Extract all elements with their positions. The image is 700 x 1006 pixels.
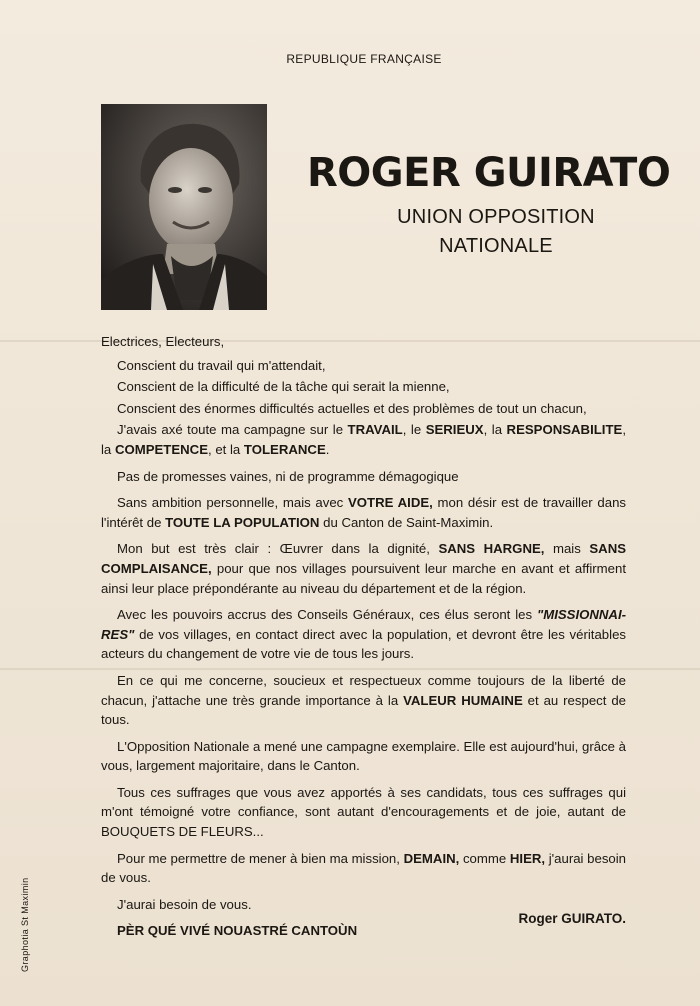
paragraph-2: Conscient de la difficulté de la tâche qui serait la mienne, bbox=[117, 379, 450, 395]
text-run: comme bbox=[459, 850, 510, 866]
greeting: Electrices, Electeurs, bbox=[101, 334, 225, 349]
emphasis: TRAVAIL bbox=[347, 422, 403, 438]
paragraph-13: J'aurai besoin de vous. bbox=[117, 896, 252, 912]
text-run: Pour me permettre de mener à bien ma mission, bbox=[117, 850, 404, 866]
text-run: . bbox=[325, 441, 330, 457]
text-run: et au respect de tous. bbox=[101, 692, 626, 728]
emphasis: SANS HARGNE, bbox=[438, 541, 545, 557]
closing-motto: PÈR QUÉ VIVÉ NOUASTRÉ CANTOÙN bbox=[117, 923, 358, 939]
emphasis: RESPONSABILITE bbox=[506, 422, 623, 438]
emphasis: SANS COMPLAISANCE, bbox=[101, 541, 627, 576]
emphasis: DEMAIN, bbox=[403, 850, 460, 866]
printer-imprint: Graphotia St Maximin bbox=[20, 877, 30, 972]
emphasis: "MISSIONNAI-RES" bbox=[101, 607, 626, 642]
paragraph-5: Pas de promesses vaines, ni de programme démagogique bbox=[117, 468, 459, 484]
party-name bbox=[340, 203, 652, 261]
letter-body bbox=[101, 332, 626, 948]
paragraph-6 bbox=[101, 493, 626, 532]
emphasis: HIER, bbox=[509, 850, 546, 866]
party-line-1: UNION OPPOSITION bbox=[397, 206, 595, 228]
text-run: de vos villages, en contact direct avec la population, et devront être les véritables acteurs du changement de votre vie de tous les jours. bbox=[101, 626, 626, 662]
paragraph-3: Conscient des énormes difficultés actuelles et des problèmes de tout un chacun, bbox=[117, 400, 587, 416]
emphasis: TOLERANCE bbox=[243, 441, 326, 457]
paragraph-10: L'Opposition Nationale a mené une campagne exemplaire. Elle est aujourd'hui, grâce à vous, largement majoritaire, dans le Canton. bbox=[101, 738, 626, 774]
text-run: mon désir est de travailler dans l'intérêt de bbox=[101, 495, 626, 530]
text-run: du Canton de Saint-Maximin. bbox=[319, 514, 494, 530]
text-run: J'avais axé toute ma campagne sur le bbox=[117, 422, 348, 438]
text-run: j'aurai besoin de vous. bbox=[101, 850, 627, 886]
text-run: , la bbox=[483, 422, 507, 438]
candidate-name: ROGER GUIRATO bbox=[307, 150, 671, 196]
emphasis: SERIEUX bbox=[425, 422, 484, 438]
text-run: Avec les pouvoirs accrus des Conseils Généraux, ces élus seront les bbox=[117, 607, 537, 623]
text-run: mais bbox=[544, 541, 590, 557]
text-run: , le bbox=[402, 422, 426, 438]
emphasis: COMPETENCE bbox=[114, 441, 208, 457]
text-run: En ce qui me concerne, soucieux et respectueux comme toujours de la liberté de chacun, j'attache une très grande importance à la bbox=[101, 672, 626, 708]
text-run: , et la bbox=[208, 441, 244, 457]
paragraph-11: Tous ces suffrages que vous avez apportés à ses candidats, tous ces suffrages qui m'ont témoigné votre confiance, sont autant d'encouragements et de joie, autant de BOUQUETS DE FLEURS... bbox=[101, 784, 626, 840]
candidate-photo bbox=[101, 104, 267, 310]
paragraph-7 bbox=[101, 539, 626, 598]
emphasis: TOUTE LA POPULATION bbox=[165, 514, 320, 530]
text-run: , la bbox=[101, 422, 626, 457]
text-run: Mon but est très clair : Œuvrer dans la dignité, bbox=[117, 541, 439, 557]
paragraph-9 bbox=[101, 671, 626, 730]
paragraph-8 bbox=[101, 605, 626, 664]
text-run: Sans ambition personnelle, mais avec bbox=[117, 495, 348, 511]
party-line-2: NATIONALE bbox=[439, 235, 553, 257]
text-run: pour que nos villages poursuivent leur marche en avant et affirment ainsi leur place prépondérante au niveau du département et de la région. bbox=[101, 560, 626, 596]
paragraph-1: Conscient du travail qui m'attendait, bbox=[117, 357, 326, 373]
paragraph-4 bbox=[101, 420, 626, 459]
paragraph-12 bbox=[101, 849, 626, 888]
emphasis: VALEUR HUMAINE bbox=[403, 692, 523, 708]
emphasis: VOTRE AIDE, bbox=[348, 495, 433, 511]
republic-heading: REPUBLIQUE FRANÇAISE bbox=[286, 52, 442, 66]
signature: Roger GUIRATO. bbox=[518, 911, 626, 926]
